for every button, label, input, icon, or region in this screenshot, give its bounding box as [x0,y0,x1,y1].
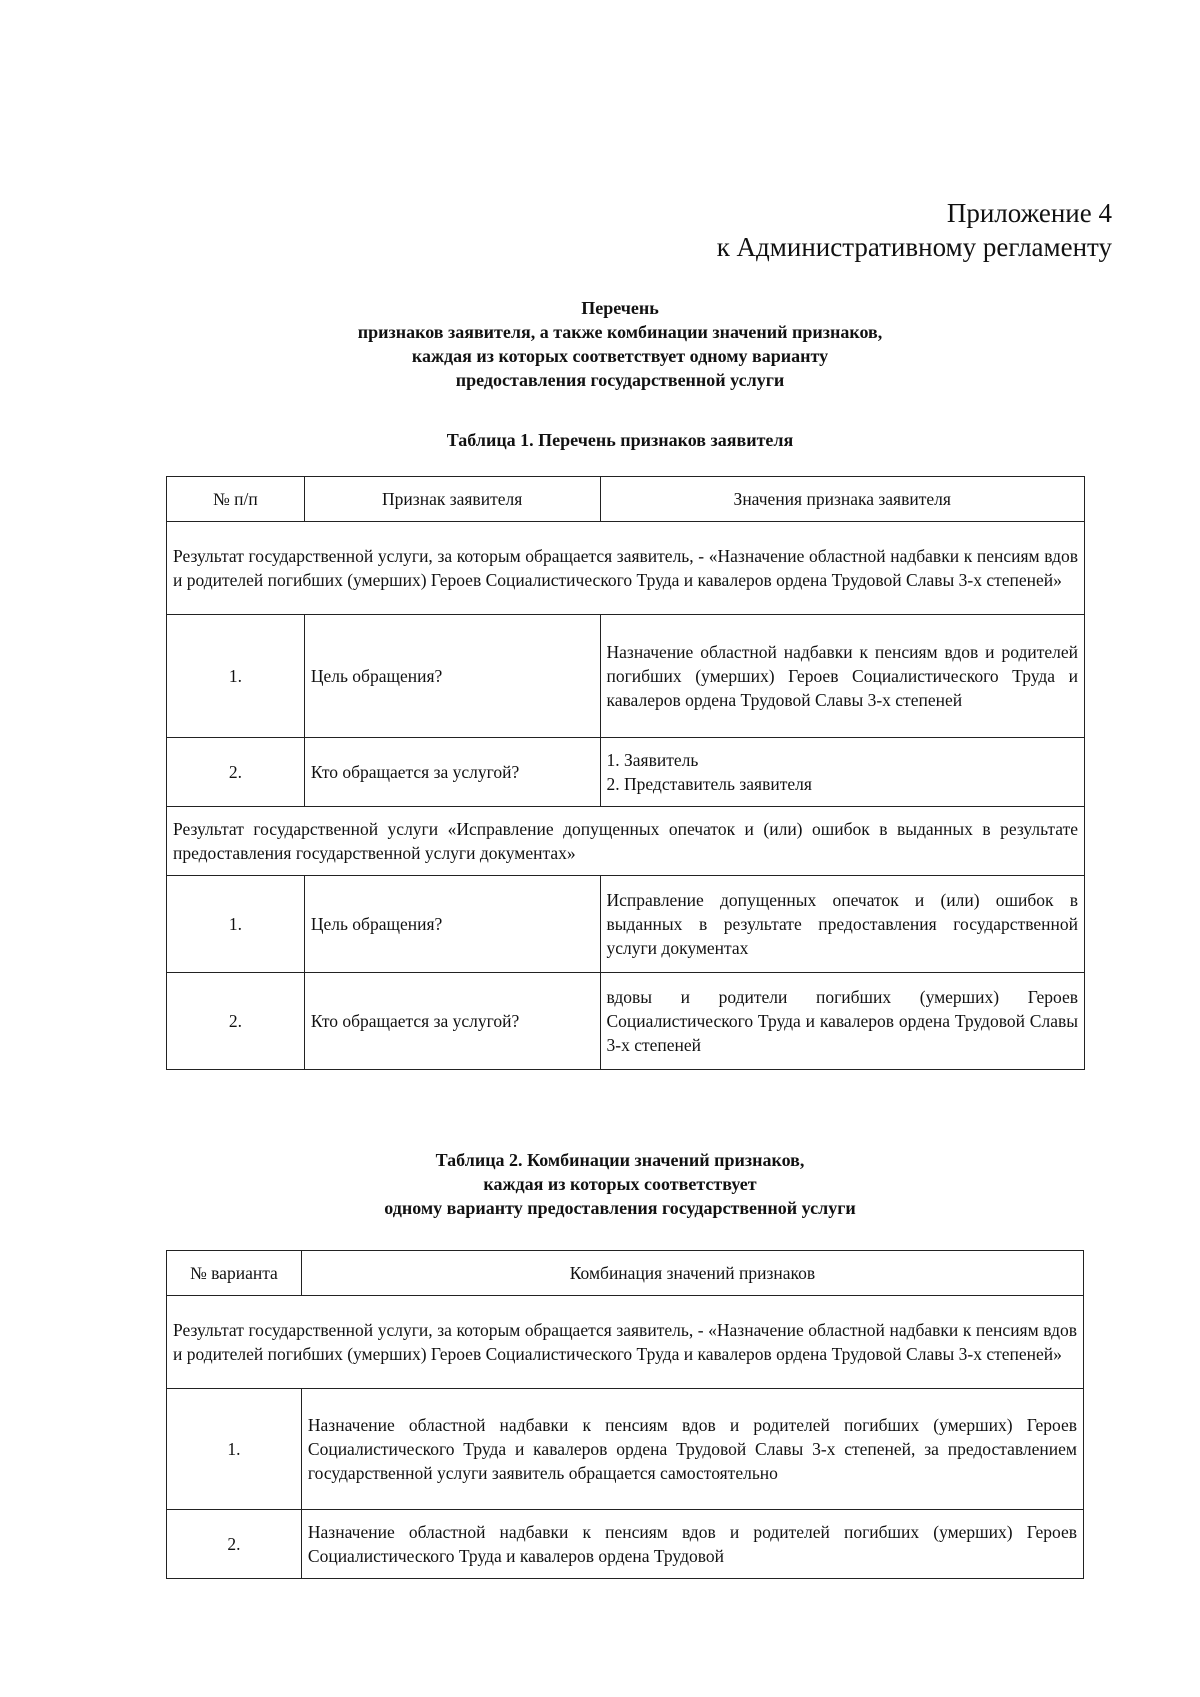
table2-caption [140,1148,1100,1220]
row-value: Назначение областной надбавки к пенсиям вдов и родителей погибших (умерших) Героев Социалистического Труда и кавалеров ордена Трудовой [301,1510,1083,1579]
appendix-heading [717,196,1112,264]
header-combination: Комбинация значений признаков [301,1251,1083,1296]
table-row [167,973,1085,1070]
row-sign: Цель обращения? [304,615,600,738]
table-row [167,615,1085,738]
section-row [167,522,1085,615]
row-number: 2. [167,1510,302,1579]
title-line-4: предоставления государственной услуги [455,370,785,390]
caption-line-3: одному варианту предоставления государственной услуги [384,1198,856,1218]
row-value: Исправление допущенных опечаток и (или) ошибок в выданных в результате предоставления государственной услуги документах [600,876,1085,973]
section-result-1: Результат государственной услуги, за которым обращается заявитель, - «Назначение областной надбавки к пенсиям вдов и родителей погибших (умерших) Героев Социалистического Труда и кавалеров ордена Трудовой Славы 3-х степеней» [167,522,1085,615]
row-sign: Кто обращается за услугой? [304,738,600,807]
section-row [167,807,1085,876]
value-line: 2. Представитель заявителя [606,774,812,794]
row-value: Назначение областной надбавки к пенсиям вдов и родителей погибших (умерших) Героев Социалистического Труда и кавалеров ордена Трудовой Славы 3-х степеней [600,615,1085,738]
table1-applicant-signs [166,476,1085,1070]
value-line: 1. Заявитель [606,750,699,770]
document-title [140,296,1100,392]
section-result-1: Результат государственной услуги, за которым обращается заявитель, - «Назначение областной надбавки к пенсиям вдов и родителей погибших (умерших) Героев Социалистического Труда и кавалеров ордена Трудовой Славы 3-х степеней» [167,1296,1084,1389]
row-number: 1. [167,615,305,738]
table-header-row [167,1251,1084,1296]
title-line-3: каждая из которых соответствует одному варианту [411,346,829,366]
row-sign: Цель обращения? [304,876,600,973]
section-row [167,1296,1084,1389]
appendix-line-1: Приложение 4 [946,198,1112,228]
row-number: 2. [167,738,305,807]
row-value: вдовы и родители погибших (умерших) Героев Социалистического Труда и кавалеров ордена Трудовой Славы 3-х степеней [600,973,1085,1070]
caption-line-1: Таблица 2. Комбинации значений признаков, [435,1150,805,1170]
title-line-2: признаков заявителя, а также комбинации значений признаков, [357,322,883,342]
appendix-line-2: к Административному регламенту [716,232,1112,262]
table1-caption: Таблица 1. Перечень признаков заявителя [446,430,794,450]
row-sign: Кто обращается за услугой? [304,973,600,1070]
table-row [167,876,1085,973]
table-header-row [167,477,1085,522]
row-value: Назначение областной надбавки к пенсиям вдов и родителей погибших (умерших) Героев Социалистического Труда и кавалеров ордена Трудовой Славы 3-х степеней, за предоставлением государственной услуги заявитель обращается самостоятельно [301,1389,1083,1510]
row-number: 1. [167,876,305,973]
header-sign: Признак заявителя [304,477,600,522]
table-row [167,738,1085,807]
section-result-2: Результат государственной услуги «Исправление допущенных опечаток и (или) ошибок в выданных в результате предоставления государственной услуги документах» [167,807,1085,876]
caption-line-2: каждая из которых соответствует [483,1174,757,1194]
table-row [167,1510,1084,1579]
header-variant: № варианта [167,1251,302,1296]
table2-sign-combinations [166,1250,1084,1579]
row-number: 2. [167,973,305,1070]
header-number: № п/п [167,477,305,522]
row-value [600,738,1085,807]
header-values: Значения признака заявителя [600,477,1085,522]
row-number: 1. [167,1389,302,1510]
title-line-1: Перечень [581,298,659,318]
table-row [167,1389,1084,1510]
